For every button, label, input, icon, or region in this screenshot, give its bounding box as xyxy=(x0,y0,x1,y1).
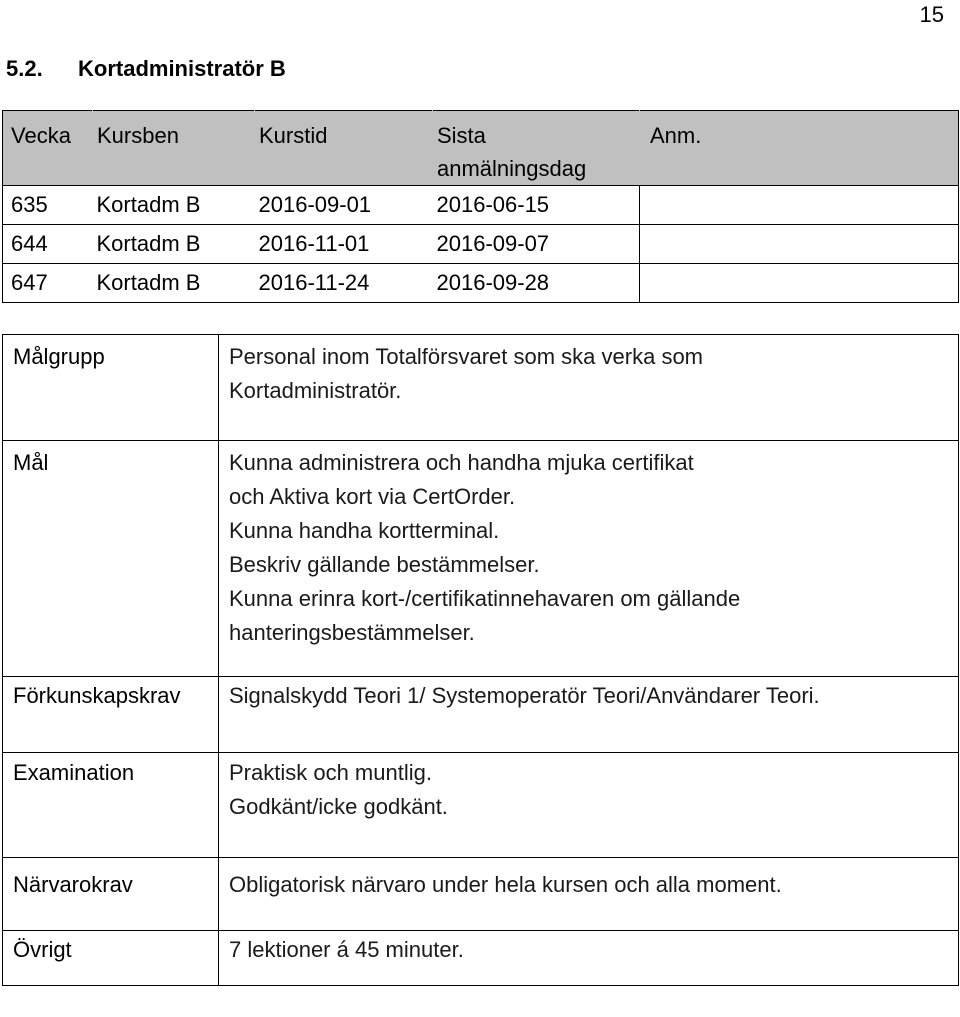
header-course-name: Kursben xyxy=(93,111,255,186)
text-line: Kunna handha kortterminal. xyxy=(229,518,500,543)
header-week: Vecka xyxy=(3,111,93,186)
section-number: 5.2. xyxy=(6,56,43,81)
examination-label: Examination xyxy=(3,753,219,858)
target-group-value xyxy=(219,335,959,441)
text-line: 7 lektioner á 45 minuter. xyxy=(229,937,464,962)
cell-course-name: Kortadm B xyxy=(93,264,255,303)
attendance-value xyxy=(219,858,959,931)
other-label: Övrigt xyxy=(3,931,219,986)
cell-last-registration: 2016-09-28 xyxy=(433,264,640,303)
cell-week: 647 xyxy=(3,264,93,303)
table-row xyxy=(3,264,959,303)
info-row-prerequisites xyxy=(3,677,959,753)
cell-remark xyxy=(640,264,959,303)
text-line: Praktisk och muntlig. xyxy=(229,760,432,785)
text-line: och Aktiva kort via CertOrder. xyxy=(229,484,516,509)
header-last-registration xyxy=(433,111,640,186)
goals-label: Mål xyxy=(3,441,219,677)
info-row-goals xyxy=(3,441,959,677)
course-info-table xyxy=(2,334,959,986)
other-value xyxy=(219,931,959,986)
header-last-line2: anmälningsdag xyxy=(437,156,587,181)
schedule-header-row xyxy=(3,111,959,186)
header-remark: Anm. xyxy=(640,111,959,186)
section-heading xyxy=(6,56,286,82)
prerequisites-value xyxy=(219,677,959,753)
table-row xyxy=(3,186,959,225)
cell-course-name: Kortadm B xyxy=(93,225,255,264)
text-line: Obligatorisk närvaro under hela kursen och alla moment. xyxy=(229,872,782,897)
prerequisites-label: Förkunskapskrav xyxy=(3,677,219,753)
text-line: Personal inom Totalförsvaret som ska verka som xyxy=(229,344,703,369)
text-line: Kunna administrera och handha mjuka certifikat xyxy=(229,450,694,475)
text-line: Godkänt/icke godkänt. xyxy=(229,794,448,819)
header-last-line1: Sista xyxy=(437,123,486,148)
cell-course-time: 2016-11-24 xyxy=(255,264,433,303)
cell-week: 635 xyxy=(3,186,93,225)
text-line: hanteringsbestämmelser. xyxy=(229,620,475,645)
text-line: Kunna erinra kort-/certifikatinnehavaren om gällande xyxy=(229,586,741,611)
info-row-attendance xyxy=(3,858,959,931)
page-number: 15 xyxy=(919,2,944,27)
course-schedule-table xyxy=(2,110,959,303)
section-title: Kortadministratör B xyxy=(78,56,286,81)
header-course-time: Kurstid xyxy=(255,111,433,186)
cell-last-registration: 2016-06-15 xyxy=(433,186,640,225)
cell-remark xyxy=(640,225,959,264)
info-row-target-group xyxy=(3,335,959,441)
table-row xyxy=(3,225,959,264)
goals-value xyxy=(219,441,959,677)
target-group-label: Målgrupp xyxy=(3,335,219,441)
info-row-other xyxy=(3,931,959,986)
text-line: Beskriv gällande bestämmelser. xyxy=(229,552,540,577)
attendance-label: Närvarokrav xyxy=(3,858,219,931)
text-line: Signalskydd Teori 1/ Systemoperatör Teori/Användarer Teori. xyxy=(229,683,820,708)
cell-remark xyxy=(640,186,959,225)
examination-value xyxy=(219,753,959,858)
cell-course-time: 2016-11-01 xyxy=(255,225,433,264)
cell-course-name: Kortadm B xyxy=(93,186,255,225)
text-line: Kortadministratör. xyxy=(229,378,402,403)
cell-week: 644 xyxy=(3,225,93,264)
cell-last-registration: 2016-09-07 xyxy=(433,225,640,264)
info-row-examination xyxy=(3,753,959,858)
cell-course-time: 2016-09-01 xyxy=(255,186,433,225)
